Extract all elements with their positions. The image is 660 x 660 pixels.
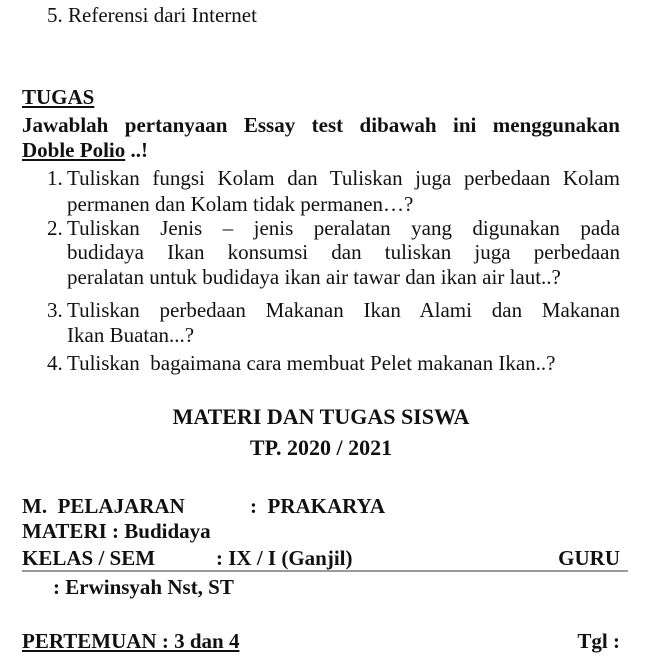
materi: MATERI : Budidaya: [22, 519, 211, 543]
reference-item: 5. Referensi dari Internet: [47, 3, 257, 27]
date-label: Tgl :: [577, 629, 620, 653]
subject-label: M. PELAJARAN: [22, 494, 185, 518]
instruction-suffix: ..!: [125, 138, 148, 162]
question-text: peralatan untuk budidaya ikan air tawar dan ikan air laut..?: [67, 265, 561, 289]
school-year: TP. 2020 / 2021: [249, 435, 393, 460]
question-text: budidaya Ikan konsumsi dan tuliskan juga perbedaan: [67, 240, 620, 264]
teacher-label: GURU: [558, 546, 620, 570]
question-text: Tuliskan Jenis – jenis peralatan yang digunakan pada: [67, 216, 620, 240]
task-instruction-end: [22, 138, 148, 162]
question-number: 4.: [47, 351, 63, 375]
divider: [22, 570, 628, 572]
class-label: KELAS / SEM: [22, 546, 156, 570]
question-number: 2.: [47, 216, 63, 240]
doble-polio-text: Doble Polio: [22, 138, 126, 162]
question-text: Tuliskan perbedaan Makanan Ikan Alami dan Makanan: [67, 298, 620, 322]
task-heading: TUGAS: [22, 85, 95, 109]
task-instruction: Jawablah pertanyaan Essay test dibawah ini menggunakan: [22, 113, 620, 137]
question-text: Tuliskan bagaimana cara membuat Pelet makanan Ikan..?: [67, 351, 556, 375]
teacher-value: : Erwinsyah Nst, ST: [53, 575, 234, 599]
subject-value: : PRAKARYA: [250, 494, 385, 518]
class-value: : IX / I (Ganjil): [216, 546, 353, 570]
page-title: MATERI DAN TUGAS SISWA: [172, 404, 470, 429]
question-text: Ikan Buatan...?: [67, 323, 195, 347]
question-number: 3.: [47, 298, 63, 322]
question-text: Tuliskan fungsi Kolam dan Tuliskan juga perbedaan Kolam: [67, 166, 620, 190]
question-number: 1.: [47, 166, 63, 190]
question-text: permanen dan Kolam tidak permanen…?: [67, 192, 414, 216]
meeting: PERTEMUAN : 3 dan 4: [22, 629, 240, 653]
